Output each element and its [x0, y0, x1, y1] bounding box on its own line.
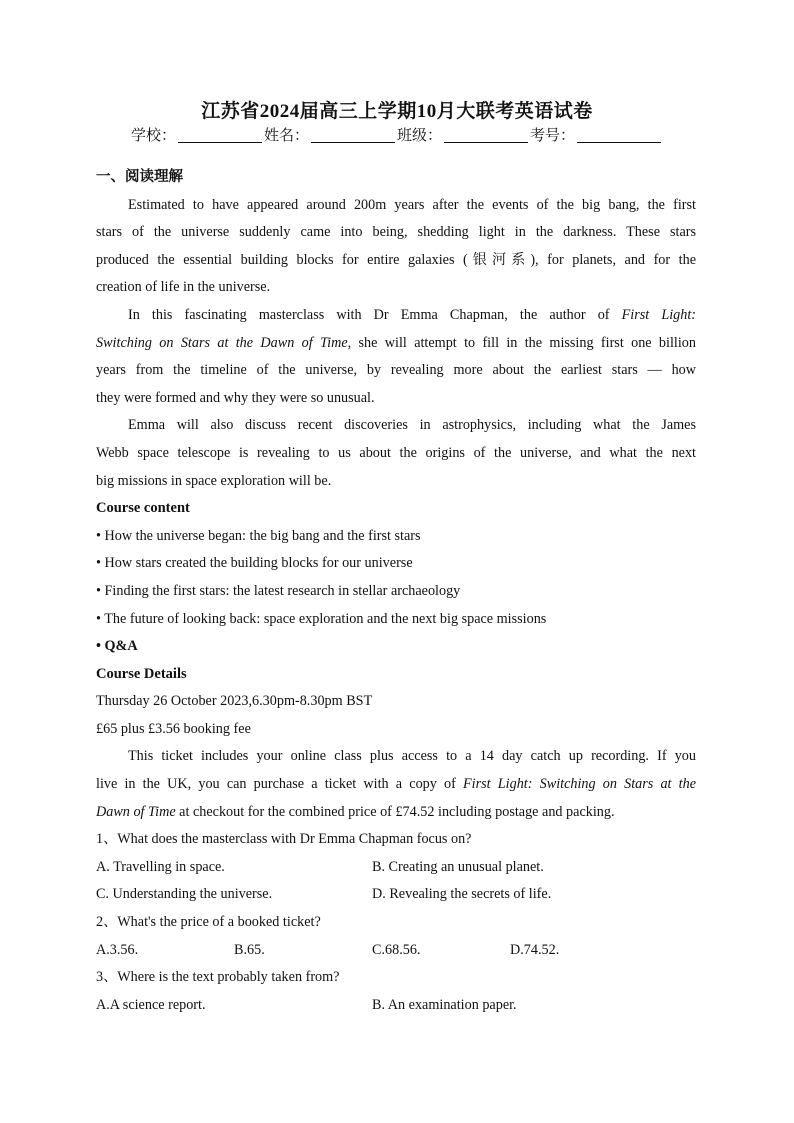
question-2-stem: 2、What's the price of a booked ticket? — [96, 914, 321, 931]
school-blank[interactable] — [178, 127, 262, 143]
paragraph-4-text: at checkout for the combined price of £74.52 including postage and packing. — [175, 803, 615, 820]
book-title: Dawn of Time — [96, 803, 176, 820]
student-info-line — [0, 124, 794, 145]
name-blank[interactable] — [311, 127, 395, 143]
paragraph-1-line: produced the essential building blocks for entire galaxies (银河系), for planets, and for the — [96, 251, 696, 268]
book-title: First Light: Switching on Stars at the — [463, 776, 697, 793]
question-1-option-d[interactable]: D. Revealing the secrets of life. — [372, 886, 552, 903]
course-bullet: • How stars created the building blocks for our universe — [96, 555, 413, 572]
course-bullet: • The future of looking back: space exploration and the next big space missions — [96, 610, 547, 627]
question-2-option-c[interactable]: C.68.56. — [372, 941, 421, 958]
question-1-options-row — [96, 854, 696, 882]
class-label: 班级： — [397, 128, 443, 144]
exam-number-blank[interactable] — [577, 127, 661, 143]
question-1-options-row — [96, 881, 696, 909]
question-3-option-b[interactable]: B. An examination paper. — [372, 996, 517, 1013]
course-details-heading: Course Details — [96, 665, 187, 682]
paragraph-2-text: , she will attempt to fill in the missing first one billion — [347, 334, 696, 351]
class-blank[interactable] — [444, 127, 528, 143]
exam-title: 江苏省2024届高三上学期10月大联考英语试卷 — [201, 101, 593, 122]
question-3-options-row — [96, 992, 696, 1020]
question-1-option-b[interactable]: B. Creating an unusual planet. — [372, 858, 544, 875]
paragraph-1-line: Estimated to have appeared around 200m years after the events of the big bang, the first — [128, 196, 696, 213]
course-bullet: • Q&A — [96, 638, 138, 655]
paragraph-4-line: This ticket includes your online class plus access to a 14 day catch up recording. If you — [128, 748, 696, 765]
paragraph-1-line: stars of the universe suddenly came into being, shedding light in the darkness. These stars — [96, 224, 696, 241]
course-bullet: • Finding the first stars: the latest research in stellar archaeology — [96, 582, 461, 599]
section-heading: 一、阅读理解 — [96, 169, 183, 185]
paragraph-4-line — [96, 799, 696, 827]
paragraph-4-text: live in the UK, you can purchase a ticket with a copy of — [96, 776, 464, 793]
course-content-heading: Course content — [96, 500, 190, 517]
paragraph-2-line: they were formed and why they were so unusual. — [96, 389, 375, 406]
book-title: Switching on Stars at the Dawn of Time — [96, 334, 348, 351]
paragraph-2-line: years from the timeline of the universe, by revealing more about the earliest stars — how — [96, 362, 696, 379]
reading-section — [96, 164, 696, 1019]
question-1-option-c[interactable]: C. Understanding the universe. — [96, 886, 273, 903]
paragraph-2-line — [96, 330, 696, 358]
question-2-options-row — [96, 937, 696, 965]
question-2-option-a[interactable]: A.3.56. — [96, 941, 139, 958]
book-title: First Light: — [621, 306, 697, 323]
exam-number-label: 考号： — [530, 128, 576, 144]
question-1-stem: 1、What does the masterclass with Dr Emma Chapman focus on? — [96, 831, 472, 848]
question-2-option-d[interactable]: D.74.52. — [510, 941, 560, 958]
paragraph-2-text: In this fascinating masterclass with Dr Emma Chapman, the author of — [128, 306, 622, 323]
question-2-option-b[interactable]: B.65. — [234, 941, 265, 958]
course-bullet: • How the universe began: the big bang and the first stars — [96, 527, 421, 544]
question-3-stem: 3、Where is the text probably taken from? — [96, 969, 340, 986]
paragraph-1-line: creation of life in the universe. — [96, 279, 271, 296]
course-price: £65 plus £3.56 booking fee — [96, 720, 251, 737]
paragraph-3-line: big missions in space exploration will be. — [96, 472, 332, 489]
paragraph-2-line — [96, 302, 696, 330]
school-label: 学校： — [130, 128, 176, 144]
paragraph-3-line: Emma will also discuss recent discoveries in astrophysics, including what the James — [128, 417, 696, 434]
paragraph-4-line — [96, 771, 696, 799]
question-3-option-a[interactable]: A.A science report. — [96, 996, 206, 1013]
paragraph-3-line: Webb space telescope is revealing to us about the origins of the universe, and what the next — [96, 444, 696, 461]
course-date: Thursday 26 October 2023,6.30pm-8.30pm BST — [96, 693, 373, 710]
name-label: 姓名： — [263, 128, 309, 144]
question-1-option-a[interactable]: A. Travelling in space. — [96, 858, 225, 875]
